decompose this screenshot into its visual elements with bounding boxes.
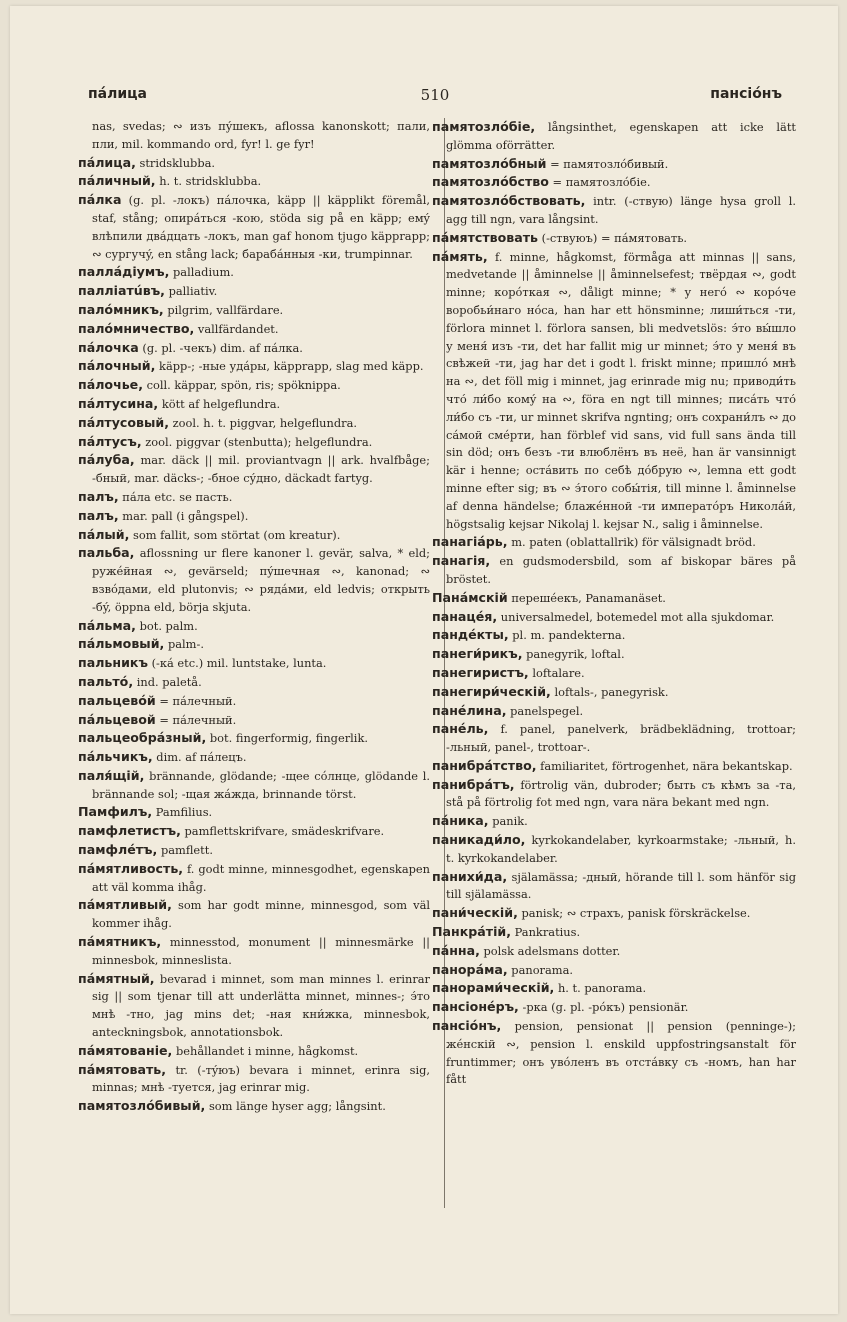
entry-definition: ind. paletå. (136, 674, 202, 689)
entry-definition: familiaritet, förtrogenhet, nära bekantskap. (540, 758, 793, 773)
entry-headword: пáльма, (78, 617, 136, 633)
entry-definition: behållandet i minne, hågkomst. (175, 1043, 359, 1058)
entry-definition: aflossning ur flere kanoner l. gevär, salva, * eld; ружéйная ∾, gevärseld; пýшечная ∾, kanonad; ∾ взвóдами, eld plutonvis; ∾ рядáми, eld ledvis; открыть -бý, öppna eld, börja skjuta. (92, 546, 430, 614)
entry-headword: пáмятникъ, (78, 934, 162, 950)
dictionary-entry (78, 860, 430, 897)
entry-headword: пальба, (78, 545, 135, 561)
dictionary-entry (78, 767, 430, 804)
dictionary-entry (432, 868, 796, 905)
entry-definition: -рка (g. pl. -рóкъ) pensionär. (522, 1000, 689, 1015)
dictionary-entry (432, 757, 796, 776)
dictionary-entry (78, 729, 430, 748)
entry-definition: polsk adelsmans dotter. (483, 943, 621, 958)
entry-definition: bot. palm. (139, 618, 198, 633)
dictionary-entry (432, 1017, 797, 1089)
entry-headword: пáмять, (432, 248, 488, 264)
entry-headword: пансіонéръ, (432, 999, 519, 1015)
entry-headword: панагія, (432, 553, 491, 569)
dictionary-entry (78, 803, 430, 822)
dictionary-entry (78, 822, 430, 841)
entry-definition: пáла etc. se пасть. (122, 489, 233, 504)
dictionary-entry (78, 1042, 430, 1061)
entry-headword: пáмятный, (78, 970, 155, 986)
dictionary-entry (78, 357, 430, 376)
left-running-head: пáлица (88, 86, 148, 102)
dictionary-entry (432, 552, 796, 589)
entry-headword: памфлетистъ, (78, 823, 181, 839)
dictionary-entry (78, 841, 430, 860)
entry-headword: паля́щій, (78, 767, 145, 783)
entry-definition: = памятозлóбивый. (550, 156, 669, 171)
dictionary-entry (432, 702, 796, 721)
entry-definition: pamflett. (160, 843, 213, 858)
dictionary-entry (78, 654, 430, 673)
entry-headword: пáльмовый, (78, 636, 165, 652)
entry-headword: паникади́ло, (432, 832, 526, 848)
dictionary-entry (78, 748, 430, 767)
entry-headword: пани́ческій, (432, 905, 518, 921)
dictionary-entry (78, 544, 430, 616)
entry-definition: panelspegel. (510, 703, 584, 718)
entry-headword: пáлтусъ, (78, 433, 142, 449)
entry-definition: h. t. stridsklubba. (159, 174, 262, 189)
entry-definition: loftalare. (532, 665, 585, 680)
entry-headword: Панáмскій (432, 589, 508, 605)
entry-definition: bevarad i minnet, som man minnes l. erinrar sig || som tjenar till att underlätta minnet, minnes-; э́то мнѣ -тно, jag mins det; -ная кни́жка, minnesbok, anteckningsbok, annotationsbok. (92, 971, 431, 1040)
page-number: 510 (420, 86, 450, 104)
dictionary-entry (78, 395, 430, 414)
entry-definition: som länge hyser agg; långsint. (208, 1099, 386, 1114)
right-column (432, 118, 797, 1210)
entry-headword: пáмятовать, (78, 1061, 167, 1077)
entry-definition: pension, pensionat || pension (penninge-); жéнскій ∾, pension l. enskild uppfostringsanstalt för fruntimmer; онъ увóленъ въ отстáвку съ -номъ, han har fått (446, 1019, 797, 1087)
entry-definition: palladium. (173, 265, 234, 280)
entry-headword: панибрáтство, (432, 757, 537, 773)
entry-definition: som har godt minne, minnesgod, som väl kommer ihåg. (92, 898, 431, 931)
entry-definition: f. panel, panelverk, brädbeklädning, trottoar; -льный, panel-, trottoar-. (446, 722, 796, 755)
entry-definition: nas, svedas; ∾ изъ пýшекъ, aflossa kanonskott; пали, пли, mil. kommando ord, fyr! l. ge fyr! (92, 119, 430, 151)
entry-headword: панегири́ческій, (432, 683, 551, 699)
entry-definition: kött af helgeflundra. (161, 396, 281, 411)
dictionary-entry (432, 720, 796, 757)
entry-headword: пáнна, (432, 942, 480, 958)
dictionary-entry (78, 526, 430, 545)
dictionary-entry (78, 339, 430, 358)
entry-headword: пáмятованіе, (78, 1042, 173, 1058)
dictionary-entry (78, 320, 430, 339)
dictionary-entry (78, 172, 430, 191)
dictionary-entry (432, 979, 796, 998)
dictionary-entry (432, 664, 796, 683)
entry-definition: zool. piggvar (stenbutta); helgeflundra. (145, 434, 373, 449)
entry-definition: = пáлечный. (159, 712, 237, 727)
entry-definition: panik. (492, 814, 528, 829)
entry-headword: пáмятствовать (432, 229, 538, 245)
dictionary-entry (78, 673, 430, 692)
entry-definition: f. minne, hågkomst, förmåga att minnas || sans, medvetande || åminnelse || åminnelsefest; твёрдая ∾, godt minne; корóткая ∾, dåligt minne; * у негó ∾ корóче воробьи́наго нóса, han har ett hönsminne; лиши́ться -ти, förlora minnet l. förlora sansen, bli medvetslös: э́то вы́шло у меня́ изъ -ти, det har fallit mig ur minnet; э́то у меня́ въ свѣжей -ти, jag har det i godt l. friskt minne; пришлó мнѣ на ∾, det föll mig i minnet, jag erinrade mig nu; приводи́ть что́ ли́бо комý на ∾, föra en ngt till minnes; писáть что́ ли́бо съ -ти, ur minnet skrifva ngnting; онъ сохрани́лъ ∾ до сáмой смéрти, han förblef vid sans, vid full sans ända till sin död; онъ безъ -ти влюблёнъ въ неё, han är vansinnigt kär i henne; остáвить по себѣ дóбрую ∾, lemna ett godt minne efter sig; въ ∾ э́того собы́тія, till minne l. åminnelse af denna händelse; блажéнной -ти императóръ Николáй, högstsalig kejsar Nikolaj l. kejsar N., salig i åminnelse. (446, 249, 796, 531)
dictionary-entry (78, 970, 430, 1042)
entry-headword: Панкрáтій, (432, 924, 512, 940)
dictionary-entry (78, 118, 430, 154)
entry-definition: (-кá etc.) mil. luntstake, lunta. (151, 656, 327, 671)
entry-definition: vallfärdandet. (197, 321, 279, 336)
entry-headword: пальникъ (78, 655, 148, 671)
entry-headword: пáлтусовый, (78, 414, 170, 430)
dictionary-entry (78, 414, 430, 433)
entry-headword: памятозлóбство (432, 174, 549, 190)
entry-definition: tr. (-тýюъ) bevara i minnet, erinra sig, minnas; мнѣ -туется, jag erinrar mig. (92, 1062, 430, 1095)
dictionary-entry (432, 683, 796, 702)
dictionary-entry (432, 192, 796, 229)
entry-headword: пáлочный, (78, 358, 156, 374)
entry-headword: пáлый, (78, 526, 130, 542)
entry-headword: пáлуба, (78, 452, 135, 468)
right-running-head: пансіóнъ (710, 86, 782, 102)
entry-headword: пáлица, (78, 154, 136, 170)
entry-definition: (g. pl. -чекъ) dim. af пáлка. (142, 340, 303, 355)
entry-definition: panegyrik, loftal. (526, 647, 625, 662)
dictionary-entry (78, 896, 430, 933)
dictionary-entry (78, 1061, 430, 1098)
entry-headword: паллiатúвъ, (78, 283, 165, 299)
entry-headword: палóмничество, (78, 320, 195, 336)
dictionary-entry (432, 589, 796, 608)
dictionary-entry (432, 998, 796, 1017)
dictionary-entry (432, 248, 796, 534)
dictionary-entry (78, 451, 430, 488)
dictionary-entry (432, 942, 796, 961)
entry-headword: палъ, (78, 507, 119, 523)
entry-headword: пáльчикъ, (78, 749, 153, 765)
entry-definition: перешéекъ, Panamanäset. (511, 590, 666, 605)
entry-headword: памфлéтъ, (78, 842, 158, 858)
dictionary-entry (432, 923, 796, 942)
entry-definition: som fallit, som störtat (om kreatur). (133, 527, 341, 542)
entry-headword: пáлка (78, 192, 122, 208)
entry-headword: панорами́ческій, (432, 980, 555, 996)
entry-definition: käpp-; -ные удáры, käpprapp, slag med käpp. (159, 359, 424, 374)
dictionary-entry (432, 645, 796, 664)
entry-headword: панéль, (432, 721, 489, 737)
dictionary-entry (78, 376, 430, 395)
entry-headword: пальцеобрáзный, (78, 730, 207, 746)
entry-headword: пальцевóй (78, 692, 156, 708)
dictionary-entry (78, 1097, 430, 1116)
entry-headword: панéлина, (432, 702, 507, 718)
dictionary-entry (432, 831, 796, 868)
entry-definition: zool. h. t. piggvar, helgeflundra. (172, 415, 358, 430)
entry-definition: panisk; ∾ страхъ, panisk förskräckelse. (521, 906, 751, 921)
dictionary-entry (432, 812, 796, 831)
entry-headword: палóмникъ, (78, 301, 164, 317)
entry-headword: пáльцевой (78, 711, 156, 727)
entry-definition: = пáлечный. (159, 693, 237, 708)
entry-headword: пáника, (432, 813, 489, 829)
entry-headword: панибрáтъ, (432, 776, 515, 792)
entry-definition: kyrkokandelaber, kyrkoarmstake; -льный, h. t. kyrkokandelaber. (446, 833, 796, 865)
entry-headword: пáлочье, (78, 377, 144, 393)
entry-definition: h. t. panorama. (557, 981, 647, 996)
entry-headword: памятозлóбствовать, (432, 193, 586, 209)
entry-headword: пандéкты, (432, 627, 509, 643)
entry-headword: пáличный, (78, 173, 156, 189)
entry-definition: palliativ. (168, 284, 218, 299)
entry-headword: панегиристъ, (432, 664, 529, 680)
entry-headword: пáлтусина, (78, 395, 159, 411)
entry-definition: förtrolig vän, dubroder; быть съ кѣмъ за -та, stå på förtrolig fot med ngn, vara nära bekant med ngn. (446, 777, 796, 810)
dictionary-entry (432, 961, 796, 980)
dictionary-entry (78, 692, 430, 711)
dictionary-entry (78, 617, 430, 636)
entry-definition: (g. pl. -локъ) пáлочка, käpp || käpplikt föremål, staf, stång; опирáться -кою, stöda sig på en käpp; емý влѣпили двáдцать -локъ, man gaf honom tjugo käpprapp; ∾ сургучý, en stång lack; барабáнныя -ки, trumpinnar. (92, 193, 430, 261)
entry-definition: = памятозлóбіе. (552, 175, 651, 190)
dictionary-entry (78, 263, 430, 282)
dictionary-entry (432, 626, 796, 645)
entry-definition: Pamfilius. (155, 805, 213, 820)
entry-definition: stridsklubba. (139, 155, 216, 170)
dictionary-entry (78, 507, 430, 526)
dictionary-entry (432, 229, 796, 248)
entry-headword: пансіóнъ, (432, 1018, 502, 1034)
entry-definition: brännande, glödande; -щее сóлнце, glödande l. brännande sol; -щая жáжда, brinnande törst. (92, 768, 430, 801)
dictionary-entry (432, 608, 796, 627)
entry-headword: панорáма, (432, 961, 508, 977)
entry-headword: палъ, (78, 488, 119, 504)
entry-definition: f. godt minne, minnesgodhet, egenskapen att väl komma ihåg. (92, 861, 430, 894)
entry-headword: панихи́да, (432, 868, 508, 884)
dictionary-entry (432, 776, 796, 813)
entry-headword: паллáдіумъ, (78, 264, 170, 280)
entry-definition: palm-. (167, 637, 204, 652)
entry-definition: Pankratius. (514, 925, 581, 940)
dictionary-entry (78, 635, 430, 654)
entry-headword: пальтó, (78, 673, 134, 689)
dictionary-entry (78, 933, 430, 970)
entry-definition: en gudsmodersbild, som af biskopar bäres på bröstet. (446, 554, 796, 586)
dictionary-entry (78, 191, 430, 263)
entry-definition: panorama. (511, 962, 574, 977)
entry-definition: coll. käppar, spön, ris; spöknippa. (146, 378, 341, 393)
entry-headword: панацéя, (432, 608, 498, 624)
dictionary-entry (78, 433, 430, 452)
left-column (78, 118, 430, 1210)
entry-definition: mar. pall (i gångspel). (122, 508, 249, 523)
page-header (88, 86, 782, 110)
dictionary-entry (78, 301, 430, 320)
dictionary-entry (432, 173, 796, 192)
entry-definition: pilgrim, vallfärdare. (167, 302, 284, 317)
entry-definition: pamflettskrifvare, smädeskrifvare. (184, 824, 385, 839)
entry-definition: dim. af пáлецъ. (156, 750, 247, 765)
dictionary-entry (78, 154, 430, 173)
entry-definition: själamässa; -дный, hörande till l. som hänför sig till själamässa. (446, 869, 796, 902)
entry-definition: loftals-, panegyrisk. (554, 684, 669, 699)
entry-definition: långsinthet, egenskapen att icke lätt glömma oförrätter. (446, 120, 796, 152)
entry-headword: панеги́рикъ, (432, 646, 523, 662)
dictionary-entry (432, 533, 796, 552)
entry-definition: m. paten (oblattallrik) för välsignadt bröd. (511, 535, 756, 550)
dictionary-entry (78, 282, 430, 301)
entry-definition: mar. däck || mil. proviantvagn || ark. hvalfbåge; -бный, mar. däcks-; -бное сýдно, däckadt fartyg. (92, 453, 430, 486)
entry-headword: пáлочка (78, 339, 139, 355)
entry-headword: пáмятливость, (78, 860, 184, 876)
dictionary-entry (432, 904, 796, 923)
entry-definition: minnesstod, monument || minnesmärke || minnesbok, minneslista. (92, 935, 431, 967)
entry-definition: universalmedel, botemedel mot alla sjukdomar. (500, 609, 775, 624)
entry-headword: памятозлóбіе, (432, 119, 536, 134)
dictionary-entry (432, 155, 796, 174)
entry-definition: intr. (-ствую) länge hysa groll l. agg till ngn, vara långsint. (446, 194, 796, 226)
dictionary-entry (78, 711, 430, 730)
entry-definition: bot. fingerformig, fingerlik. (209, 731, 368, 746)
entry-definition: (-ствуюъ) = пáмятовать. (541, 230, 688, 245)
entry-headword: памятозлóбный (432, 155, 547, 171)
entry-definition: pl. m. pandekterna. (512, 628, 626, 643)
dictionary-entry (78, 488, 430, 507)
entry-headword: Памфилъ, (78, 804, 153, 820)
dictionary-entry (432, 118, 796, 155)
entry-headword: панагіáрь, (432, 534, 508, 550)
entry-headword: памятозлóбивый, (78, 1098, 206, 1114)
entry-headword: пáмятливый, (78, 897, 172, 913)
